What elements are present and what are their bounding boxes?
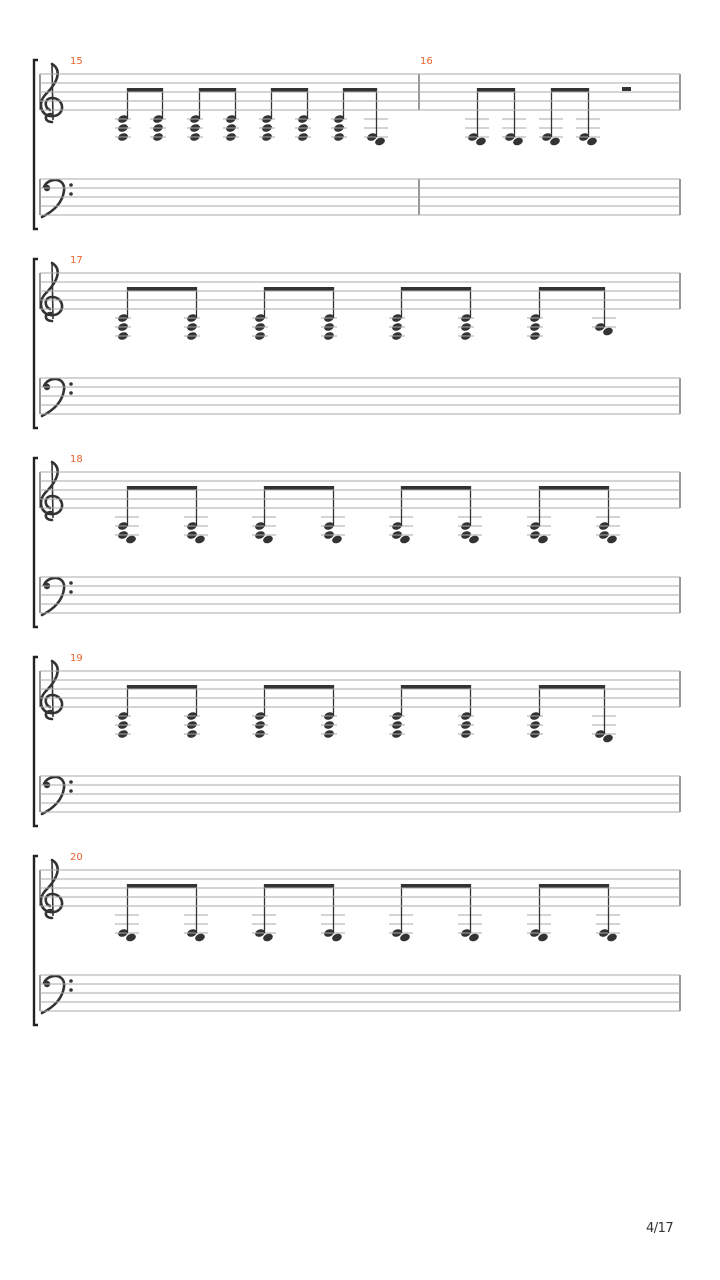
eighth-beam: [540, 685, 605, 689]
bass-clef-dot: [69, 581, 73, 585]
bass-clef-dot: [69, 382, 73, 386]
eighth-beam: [402, 287, 471, 291]
system: [34, 454, 680, 627]
eighth-beam: [265, 685, 334, 689]
eighth-beam: [272, 88, 308, 92]
eighth-beam: [402, 685, 471, 689]
system-bracket: [34, 657, 38, 826]
bass-clef-dot: [69, 183, 73, 187]
system: [34, 56, 680, 229]
eighth-beam: [344, 88, 377, 92]
bass-clef-dot: [69, 391, 73, 395]
bass-clef-dot: [69, 192, 73, 196]
eighth-beam: [128, 287, 197, 291]
system-bracket: [34, 259, 38, 428]
eighth-beam: [540, 486, 609, 490]
eighth-beam: [540, 884, 609, 888]
bass-clef-dot: [69, 780, 73, 784]
system: [34, 653, 680, 826]
bass-clef-dot: [69, 979, 73, 983]
measure-number: 18: [70, 454, 83, 465]
measure-number: 19: [70, 653, 83, 664]
measure-number: 15: [70, 56, 83, 67]
eighth-beam: [265, 287, 334, 291]
system-bracket: [34, 458, 38, 627]
eighth-beam: [265, 486, 334, 490]
system: [34, 255, 680, 428]
eighth-beam: [402, 884, 471, 888]
eighth-beam: [128, 685, 197, 689]
measure-number: 20: [70, 852, 83, 863]
eighth-beam: [128, 884, 197, 888]
eighth-beam: [478, 88, 515, 92]
eighth-beam: [265, 884, 334, 888]
eighth-beam: [200, 88, 236, 92]
bass-clef-dot: [69, 590, 73, 594]
measure-number: 17: [70, 255, 83, 266]
bass-clef-dot: [69, 789, 73, 793]
system-bracket: [34, 856, 38, 1025]
system: [34, 852, 680, 1025]
half-rest: [622, 87, 631, 91]
page-number: 4/17: [646, 1221, 674, 1236]
eighth-beam: [128, 88, 163, 92]
eighth-beam: [552, 88, 589, 92]
eighth-beam: [128, 486, 197, 490]
eighth-beam: [540, 287, 605, 291]
measure-number: 16: [420, 56, 433, 67]
eighth-beam: [402, 486, 471, 490]
system-bracket: [34, 60, 38, 229]
bass-clef-dot: [69, 988, 73, 992]
